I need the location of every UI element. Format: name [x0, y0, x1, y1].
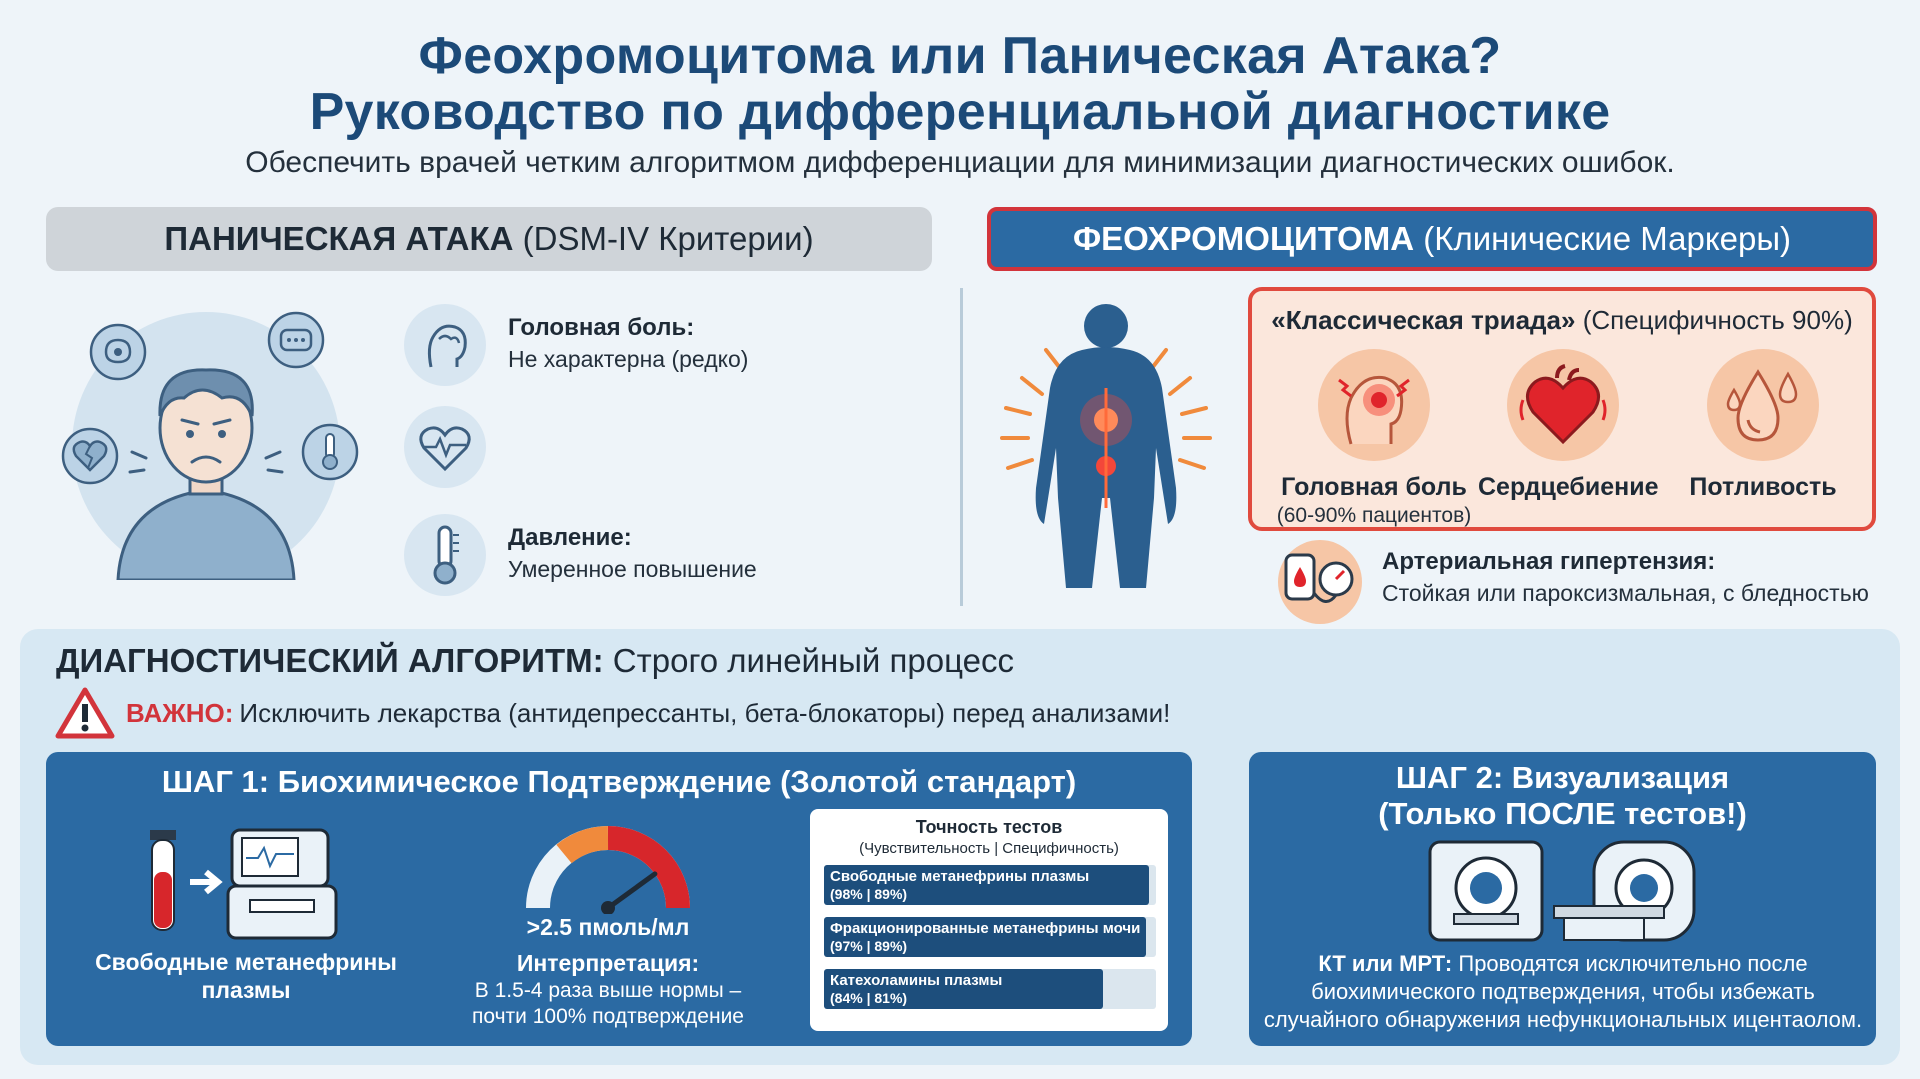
panic-symptom-heart: [404, 406, 508, 488]
sample-label: [86, 948, 406, 1004]
panic-symptom-headache: [404, 304, 748, 386]
gauge-icon: [524, 824, 692, 914]
algorithm-heading-rest: Строго линейный процесс: [603, 642, 1014, 679]
triad-headache-label: Головная боль: [1281, 473, 1467, 501]
thermometer-small-icon: [298, 420, 362, 489]
sweat-drop-icon: [1707, 349, 1819, 461]
accuracy-subtitle: (Чувствительность | Специфичность): [859, 840, 1119, 857]
hypertension-row: [1278, 540, 1869, 624]
accuracy-title: Точность тестов: [915, 817, 1063, 837]
ct-scanner-icon: [1424, 836, 1700, 948]
panic-pressure-title: Давление:: [508, 524, 632, 551]
accuracy-bar-label-2: Фракционированные метанефрины мочи: [830, 920, 1141, 937]
body-glow-icon: [986, 298, 1226, 598]
panic-banner-rest: (DSM-IV Критерии): [513, 220, 814, 257]
classic-triad-box: [1248, 287, 1876, 531]
panic-symptom-pressure: [404, 514, 757, 596]
page-subtitle: Обеспечить врачей четким алгоритмом дифференциации для минимизации диагностических ошибок.: [245, 146, 1675, 179]
triad-item-headache: [1274, 349, 1474, 528]
warning-triangle-icon: [54, 686, 116, 740]
headache-icon: [1318, 349, 1430, 461]
page-title-line2: Руководство по дифференциальной диагностике: [309, 83, 1611, 141]
triad-heading-rest: (Специфичность 90%): [1575, 305, 1853, 335]
test-accuracy-box: [810, 809, 1168, 1031]
triad-item-palpitation: [1478, 349, 1659, 502]
accuracy-bar-label-3: Катехоламины плазмы: [830, 972, 1003, 989]
accuracy-bar-3: [824, 969, 1156, 1009]
brain-thought-icon: [86, 322, 150, 391]
broken-heart-icon: [58, 424, 122, 493]
body-figure-illustration: [986, 298, 1226, 603]
thermometer-icon: [404, 514, 486, 596]
triad-headache-sub: (60-90% пациентов): [1276, 504, 1472, 527]
accuracy-bar-label-1: Свободные метанефрины плазмы: [830, 868, 1090, 885]
pheochromocytoma-banner: [987, 207, 1877, 271]
head-icon: [404, 304, 486, 386]
warning-line: [54, 686, 1170, 740]
blood-analyzer-illustration: [140, 826, 350, 949]
warning-text: Исключить лекарства (антидепрессанты, бета-блокаторы) перед анализами!: [239, 697, 1171, 728]
hypertension-desc: Стойкая или пароксизмальная, с бледностью: [1382, 580, 1869, 606]
warning-label: ВАЖНО:: [126, 697, 234, 728]
interpretation-line2: почти 100% подтверждение: [472, 1005, 744, 1028]
accuracy-bar-value-2: (97% | 89%): [830, 938, 908, 954]
step1-title: ШАГ 1: Биохимическое Подтверждение (Золотой стандарт): [161, 764, 1077, 799]
interpretation-line1: В 1.5-4 раза выше нормы –: [474, 979, 742, 1002]
panic-attack-banner: [46, 207, 932, 271]
panic-pressure-desc: Умеренное повышение: [508, 556, 757, 582]
step2-title-line2: (Только ПОСЛЕ тестов!): [1378, 796, 1747, 831]
interpretation-title: Интерпретация:: [516, 950, 700, 976]
speech-bubble-icon: [264, 310, 328, 379]
step2-text-line2: биохимического подтверждения, чтобы избежать: [1311, 979, 1815, 1004]
sample-label-line2: плазмы: [201, 977, 291, 1003]
accuracy-bar-1: [824, 865, 1156, 905]
triad-palpitation-label: Сердцебиение: [1478, 473, 1659, 501]
algorithm-heading-bold: ДИАГНОСТИЧЕСКИЙ АЛГОРИТМ:: [56, 642, 604, 679]
step2-text-bold: КТ или МРТ:: [1318, 951, 1453, 976]
sample-label-line1: Свободные метанефрины: [95, 949, 397, 975]
heart-icon: [1507, 349, 1619, 461]
step2-text: [1254, 950, 1872, 1034]
algorithm-heading: [56, 642, 1014, 680]
triad-sweating-label: Потливость: [1689, 473, 1837, 501]
heart-pulse-icon: [404, 406, 486, 488]
triad-heading-bold: «Классическая триада»: [1271, 305, 1576, 335]
pheo-banner-bold: ФЕОХРОМОЦИТОМА: [1072, 220, 1415, 257]
section-divider: [960, 288, 963, 606]
ct-mri-illustration: [1424, 836, 1700, 953]
gauge-value: >2.5 пмоль/мл: [526, 914, 690, 940]
accuracy-bar-value-3: (84% | 81%): [830, 990, 908, 1006]
step2-text-line1: Проводятся исключительно после: [1452, 951, 1808, 976]
triad-item-sweating: [1668, 349, 1858, 502]
accuracy-bar-value-1: (98% | 89%): [830, 886, 908, 902]
blood-tube-analyzer-icon: [140, 826, 350, 944]
gauge-meter: [524, 824, 692, 919]
page-title-line1: Феохромоцитома или Паническая Атака?: [418, 27, 1502, 85]
accuracy-bar-2: [824, 917, 1156, 957]
interpretation-text: [440, 978, 776, 1030]
step2-title-line1: ШАГ 2: Визуализация: [1395, 760, 1730, 795]
pheo-banner-rest: (Клинические Маркеры): [1414, 220, 1792, 257]
blood-pressure-monitor-icon: [1278, 540, 1362, 624]
step2-title: [1249, 760, 1876, 832]
step2-text-line3: случайного обнаружения нефункциональных ицентаолом.: [1263, 1007, 1863, 1032]
panic-headache-desc: Не характерна (редко): [508, 346, 749, 372]
panic-banner-bold: ПАНИЧЕСКАЯ АТАКА: [164, 220, 514, 257]
panic-headache-title: Головная боль:: [508, 314, 695, 341]
triad-heading: [1252, 305, 1872, 336]
hypertension-title: Артериальная гипертензия:: [1382, 548, 1716, 575]
